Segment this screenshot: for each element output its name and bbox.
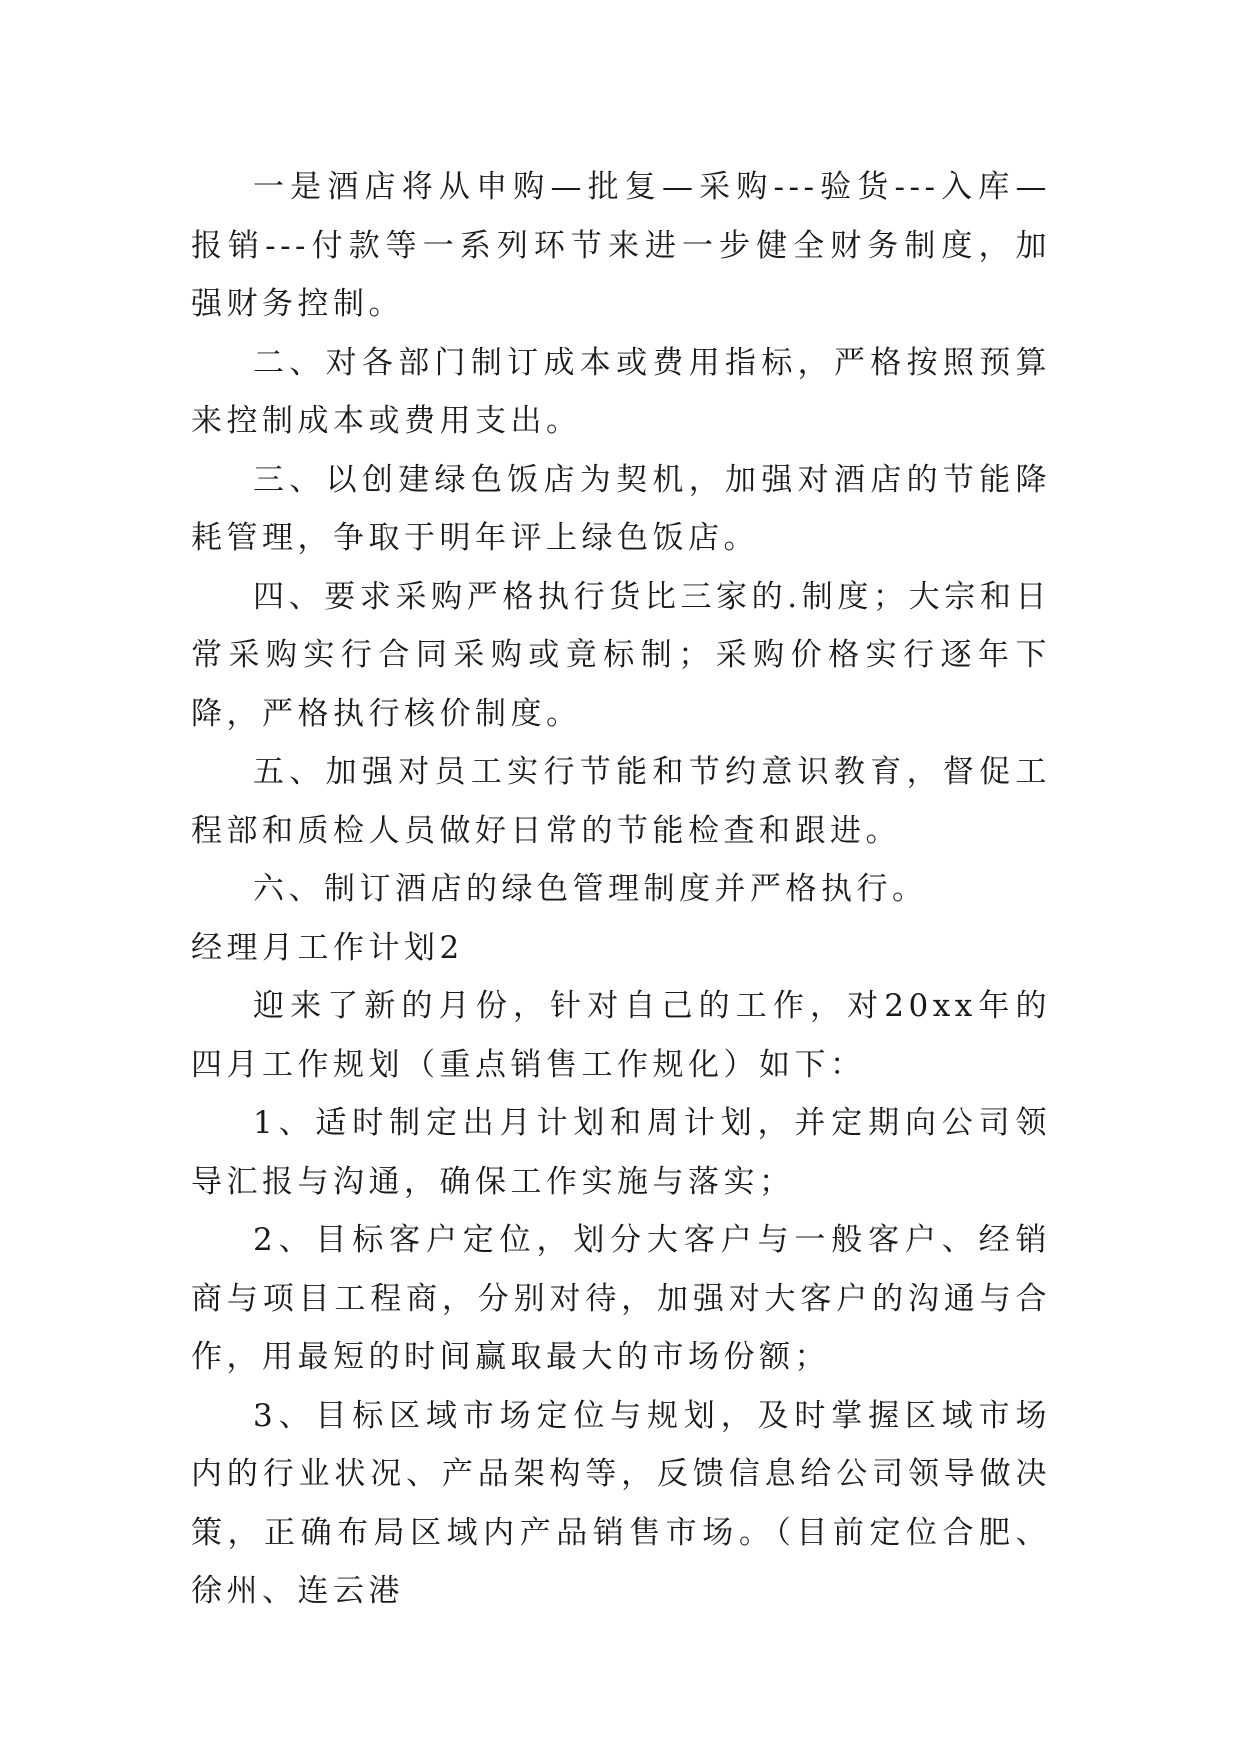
- paragraph-intro: 迎来了新的月份，针对自己的工作，对20xx年的四月工作规划（重点销售工作规化）如下：: [191, 988, 1051, 1083]
- paragraph-green-hotel: 三、以创建绿色饭店为契机，加强对酒店的节能降耗管理，争取于明年评上绿色饭店。: [191, 461, 1051, 556]
- document-body: [191, 158, 1051, 1621]
- paragraph-cost-indicators: 二、对各部门制订成本或费用指标，严格按照预算来控制成本或费用支出。: [191, 344, 1051, 439]
- paragraph-finance-control: 一是酒店将从申购—批复—采购---验货---入库—报销---付款等一系列环节来进一步健全财务制度，加强财务控制。: [191, 169, 1051, 322]
- paragraph-procurement: 四、要求采购严格执行货比三家的.制度；大宗和日常采购实行合同采购或竟标制；采购价格实行逐年下降，严格执行核价制度。: [191, 578, 1051, 732]
- paragraph-item-3: 3、目标区域市场定位与规划，及时掌握区域市场内的行业状况、产品架构等，反馈信息给公司领导做决策，正确布局区域内产品销售市场。（目前定位合肥、徐州、连云港: [191, 1397, 1051, 1609]
- section-heading: 经理月工作计划2: [191, 929, 464, 966]
- paragraph-item-2: 2、目标客户定位，划分大客户与一般客户、经销商与项目工程商，分别对待，加强对大客户的沟通与合作，用最短的时间赢取最大的市场份额；: [191, 1222, 1051, 1375]
- paragraph-green-management: 六、制订酒店的绿色管理制度并严格执行。: [253, 871, 928, 907]
- paragraph-energy-education: 五、加强对员工实行节能和节约意识教育，督促工程部和质检人员做好日常的节能检查和跟进。: [191, 754, 1051, 849]
- paragraph-item-1: 1、适时制定出月计划和周计划，并定期向公司领导汇报与沟通，确保工作实施与落实；: [191, 1105, 1051, 1200]
